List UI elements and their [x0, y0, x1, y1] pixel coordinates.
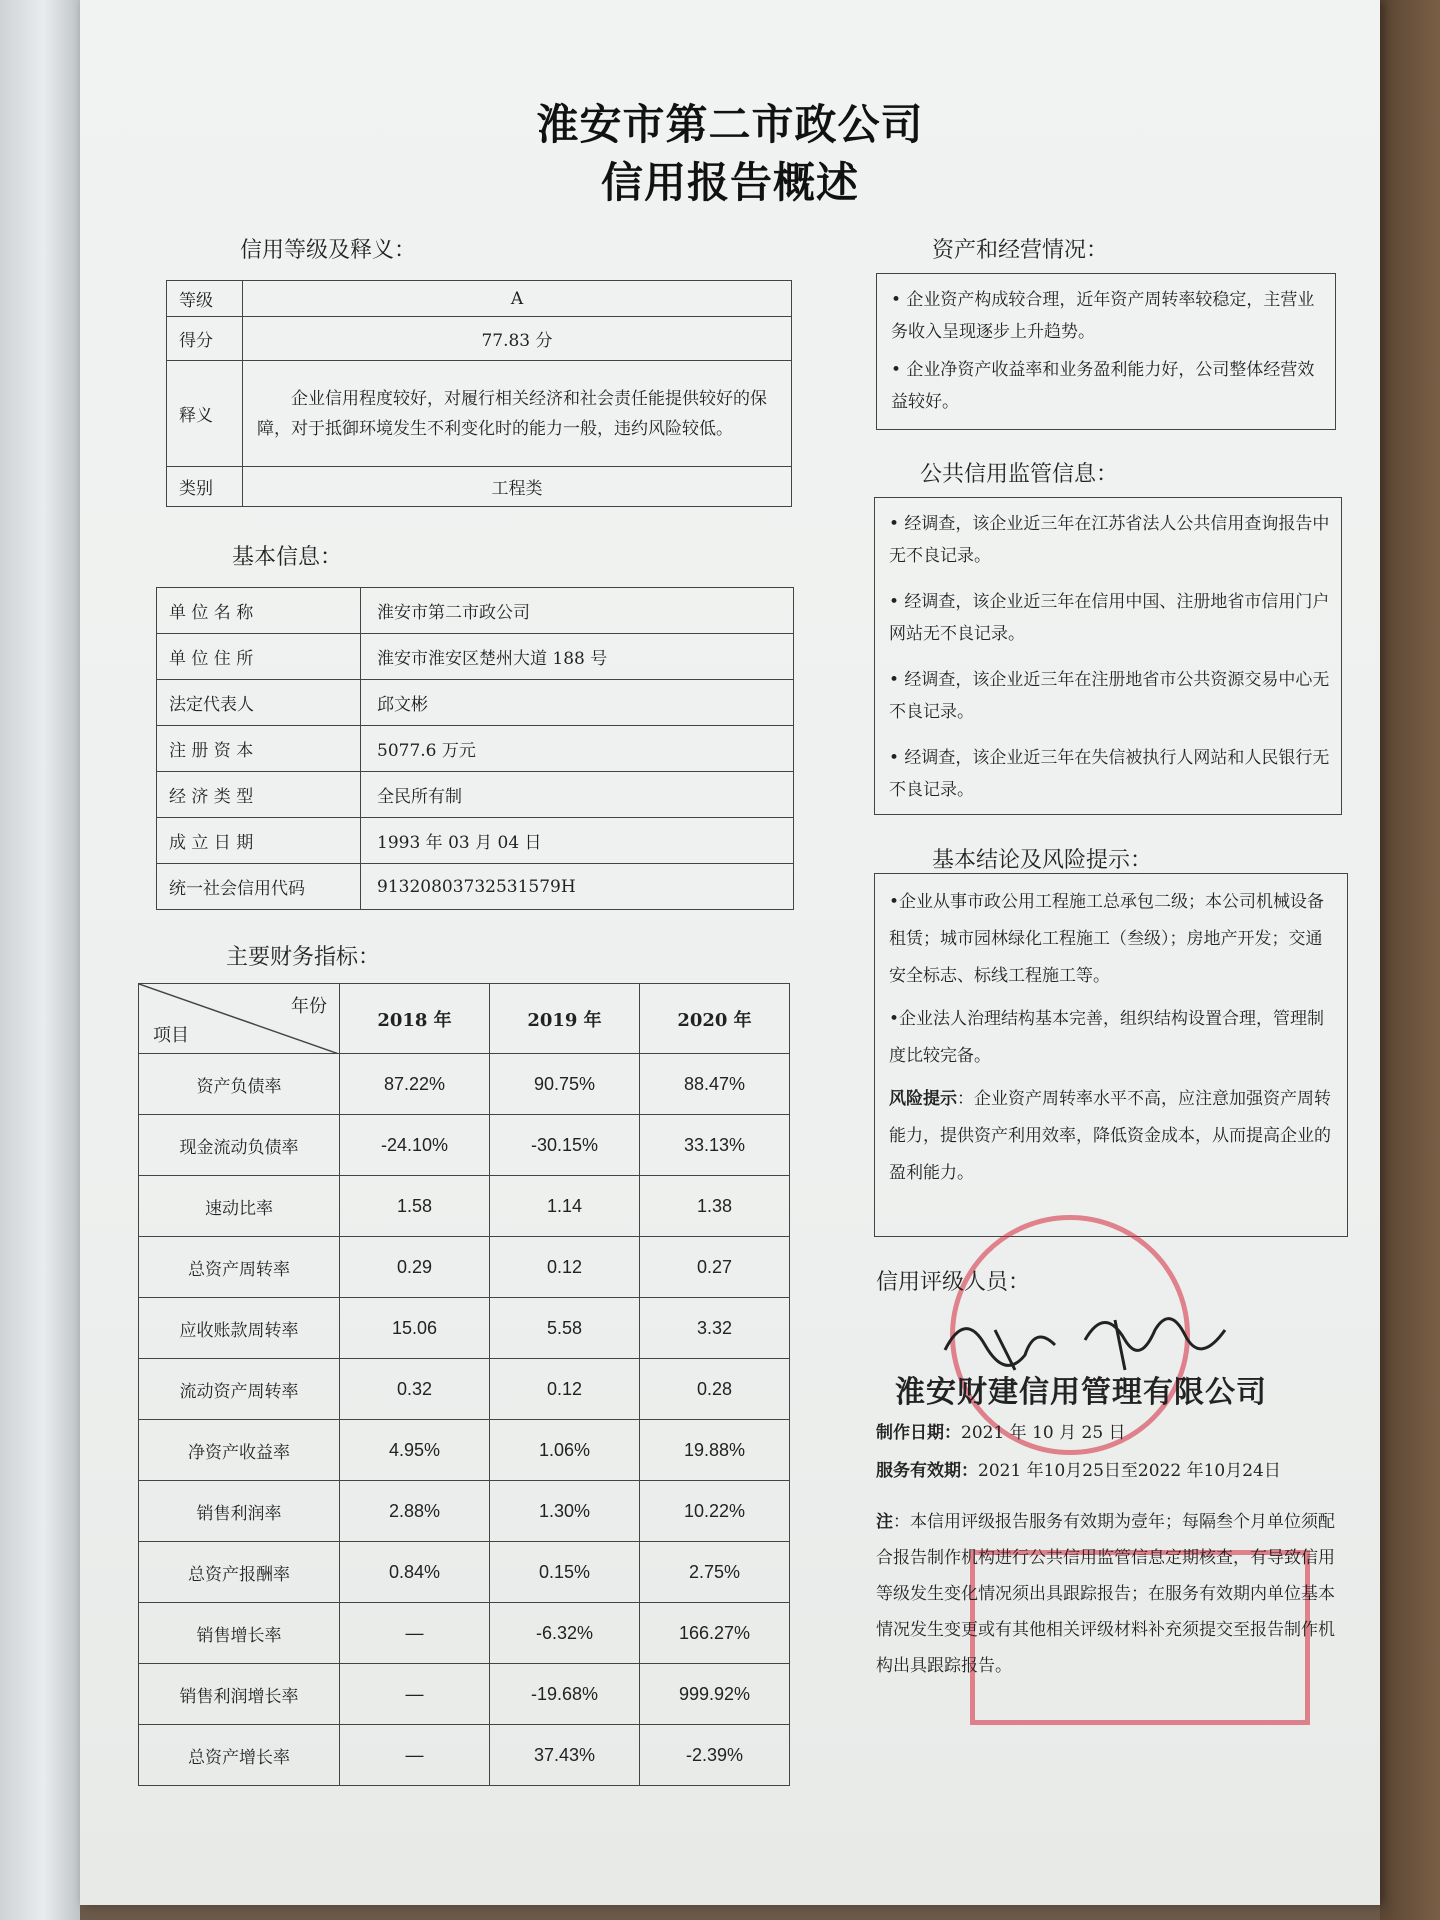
- rating-value: 工程类: [243, 467, 792, 507]
- document-page: [80, 0, 1380, 1905]
- financial-value: 166.27%: [640, 1603, 790, 1664]
- financial-value: 0.32: [340, 1359, 490, 1420]
- basic-value: 5077.6 万元: [361, 726, 794, 772]
- financial-row: [139, 1054, 790, 1115]
- financial-item: 销售利润率: [139, 1481, 340, 1542]
- financial-value: 0.84%: [340, 1542, 490, 1603]
- financial-value: 2.88%: [340, 1481, 490, 1542]
- public-item: • 经调查，该企业近三年在江苏省法人公共信用查询报告中无不良记录。: [889, 514, 1330, 566]
- note-label: 注: [876, 1512, 893, 1532]
- financial-table: [138, 983, 790, 1786]
- year-header: 2019 年: [490, 984, 640, 1054]
- financial-row: [139, 1542, 790, 1603]
- financial-value: —: [340, 1725, 490, 1786]
- financial-value: 90.75%: [490, 1054, 640, 1115]
- assets-heading: 资产和经营情况：: [932, 238, 1109, 263]
- conclusion-heading: 基本结论及风险提示：: [932, 848, 1153, 873]
- financial-value: -30.15%: [490, 1115, 640, 1176]
- financial-item: 速动比率: [139, 1176, 340, 1237]
- financial-item: 流动资产周转率: [139, 1359, 340, 1420]
- financial-row: [139, 1664, 790, 1725]
- conclusion-item: •企业从事市政公用工程施工总承包二级；本公司机械设备租赁；城市园林绿化工程施工（叁级）；房地产开发；交通安全标志、标线工程施工等。: [889, 892, 1325, 986]
- financial-value: 1.06%: [490, 1420, 640, 1481]
- valid-label: 服务有效期：: [876, 1461, 978, 1481]
- public-heading: 公共信用监管信息：: [920, 462, 1119, 487]
- public-item: • 经调查，该企业近三年在信用中国、注册地省市信用门户网站无不良记录。: [889, 592, 1330, 644]
- financial-value: -24.10%: [340, 1115, 490, 1176]
- financial-item: 总资产报酬率: [139, 1542, 340, 1603]
- desk-edge: [1380, 0, 1440, 1920]
- risk-label: 风险提示: [889, 1089, 957, 1109]
- assets-item: • 企业资产构成较合理，近年资产周转率较稳定，主营业务收入呈现逐步上升趋势。: [891, 290, 1315, 342]
- document-title-line1: 淮安市第二市政公司: [536, 100, 924, 149]
- financial-row: [139, 1603, 790, 1664]
- financial-value: 0.29: [340, 1237, 490, 1298]
- public-box: [874, 497, 1342, 815]
- financial-value: 37.43%: [490, 1725, 640, 1786]
- basic-row: [157, 726, 794, 772]
- financial-value: 10.22%: [640, 1481, 790, 1542]
- financial-row: [139, 1237, 790, 1298]
- basic-label: 法定代表人: [157, 680, 361, 726]
- rater-label: 信用评级人员：: [876, 1270, 1031, 1295]
- rating-value: A: [243, 281, 792, 317]
- financial-item: 净资产收益率: [139, 1420, 340, 1481]
- rating-label: 类别: [167, 467, 243, 507]
- rating-company: 淮安财建信用管理有限公司: [895, 1375, 1267, 1410]
- date-label: 制作日期：: [876, 1423, 961, 1443]
- financial-value: 0.12: [490, 1359, 640, 1420]
- date-line: [876, 1418, 1126, 1443]
- financial-value: 87.22%: [340, 1054, 490, 1115]
- financial-value: 19.88%: [640, 1420, 790, 1481]
- basic-label: 注 册 资 本: [157, 726, 361, 772]
- rating-label: 得分: [167, 317, 243, 361]
- financial-value: 5.58: [490, 1298, 640, 1359]
- financial-header-row: [139, 984, 790, 1054]
- financial-row: [139, 1176, 790, 1237]
- basic-heading: 基本信息：: [232, 545, 343, 570]
- financial-value: 0.15%: [490, 1542, 640, 1603]
- basic-value: 1993 年 03 月 04 日: [361, 818, 794, 864]
- basic-label: 统一社会信用代码: [157, 864, 361, 910]
- basic-label: 单 位 名 称: [157, 588, 361, 634]
- rating-heading: 信用等级及释义：: [240, 238, 417, 263]
- financial-item: 总资产周转率: [139, 1237, 340, 1298]
- basic-label: 单 位 住 所: [157, 634, 361, 680]
- basic-info-table: [156, 587, 794, 910]
- public-item: • 经调查，该企业近三年在注册地省市公共资源交易中心无不良记录。: [889, 670, 1330, 722]
- document-title-line2: 信用报告概述: [600, 158, 859, 207]
- financial-value: 3.32: [640, 1298, 790, 1359]
- financial-value: 0.28: [640, 1359, 790, 1420]
- financial-item: 现金流动负债率: [139, 1115, 340, 1176]
- assets-item: • 企业净资产收益率和业务盈利能力好，公司整体经营效益较好。: [891, 360, 1315, 412]
- corner-year-label: 年份: [291, 996, 327, 1017]
- financial-row: [139, 1115, 790, 1176]
- basic-value: 淮安市淮安区楚州大道 188 号: [361, 634, 794, 680]
- valid-line: [876, 1456, 1281, 1481]
- financial-value: -2.39%: [640, 1725, 790, 1786]
- year-header: 2020 年: [640, 984, 790, 1054]
- financial-value: -6.32%: [490, 1603, 640, 1664]
- financial-value: 1.14: [490, 1176, 640, 1237]
- basic-row: [157, 680, 794, 726]
- public-item: • 经调查，该企业近三年在失信被执行人网站和人民银行无不良记录。: [889, 748, 1330, 800]
- financial-row: [139, 1359, 790, 1420]
- financial-row: [139, 1298, 790, 1359]
- risk-note: [875, 1081, 1347, 1192]
- rating-table: [166, 280, 792, 507]
- basic-row: [157, 634, 794, 680]
- rating-row: [167, 317, 792, 361]
- basic-row: [157, 772, 794, 818]
- financial-value: 1.58: [340, 1176, 490, 1237]
- financial-item: 资产负债率: [139, 1054, 340, 1115]
- date-value: 2021 年 10 月 25 日: [961, 1423, 1126, 1443]
- rating-row: [167, 467, 792, 507]
- basic-value: 91320803732531579H: [361, 864, 794, 910]
- financial-value: 4.95%: [340, 1420, 490, 1481]
- basic-row: [157, 864, 794, 910]
- financial-row: [139, 1420, 790, 1481]
- basic-value: 淮安市第二市政公司: [361, 588, 794, 634]
- binder-edge: [0, 0, 80, 1920]
- financial-row: [139, 1725, 790, 1786]
- risk-text: ：企业资产周转率水平不高，应注意加强资产周转能力，提供资产利用效率，降低资金成本，从而提高企业的盈利能力。: [889, 1089, 1331, 1183]
- financial-value: 1.30%: [490, 1481, 640, 1542]
- rating-label: 释义: [167, 361, 243, 467]
- financial-value: -19.68%: [490, 1664, 640, 1725]
- rating-label: 等级: [167, 281, 243, 317]
- conclusion-item: •企业法人治理结构基本完善，组织结构设置合理，管理制度比较完备。: [889, 1009, 1325, 1066]
- financial-value: 33.13%: [640, 1115, 790, 1176]
- rating-row: [167, 361, 792, 467]
- basic-label: 经 济 类 型: [157, 772, 361, 818]
- basic-row: [157, 818, 794, 864]
- rating-row: [167, 281, 792, 317]
- assets-box: [876, 273, 1336, 430]
- basic-label: 成 立 日 期: [157, 818, 361, 864]
- financial-row: [139, 1481, 790, 1542]
- corner-item-label: 项目: [153, 1025, 189, 1046]
- financial-value: 88.47%: [640, 1054, 790, 1115]
- financial-value: —: [340, 1603, 490, 1664]
- note-text: ：本信用评级报告服务有效期为壹年；每隔叁个月单位须配合报告制作机构进行公共信用监管信息定期核查，有导致信用等级发生变化情况须出具跟踪报告；在服务有效期内单位基本情况发生变更或有其他相关评级材料补充须提交至报告制作机构出具跟踪报告。: [876, 1512, 1335, 1676]
- financial-value: 15.06: [340, 1298, 490, 1359]
- corner-cell: [139, 984, 340, 1054]
- financial-value: 0.27: [640, 1237, 790, 1298]
- valid-value: 2021 年10月25日至2022 年10月24日: [978, 1461, 1281, 1481]
- financial-value: —: [340, 1664, 490, 1725]
- financial-item: 总资产增长率: [139, 1725, 340, 1786]
- rating-value: 77.83 分: [243, 317, 792, 361]
- conclusion-box: [874, 873, 1348, 1237]
- rating-value: 企业信用程度较好，对履行相关经济和社会责任能提供较好的保障，对于抵御环境发生不利变化时的能力一般，违约风险较低。: [243, 361, 792, 467]
- basic-row: [157, 588, 794, 634]
- basic-value: 全民所有制: [361, 772, 794, 818]
- financial-value: 1.38: [640, 1176, 790, 1237]
- financial-item: 销售利润增长率: [139, 1664, 340, 1725]
- year-header: 2018 年: [340, 984, 490, 1054]
- financial-body: [139, 1054, 790, 1786]
- financial-item: 应收账款周转率: [139, 1298, 340, 1359]
- financial-item: 销售增长率: [139, 1603, 340, 1664]
- financial-heading: 主要财务指标：: [226, 945, 381, 970]
- note-block: [876, 1504, 1336, 1684]
- financial-value: 999.92%: [640, 1664, 790, 1725]
- financial-value: 2.75%: [640, 1542, 790, 1603]
- financial-value: 0.12: [490, 1237, 640, 1298]
- basic-value: 邱文彬: [361, 680, 794, 726]
